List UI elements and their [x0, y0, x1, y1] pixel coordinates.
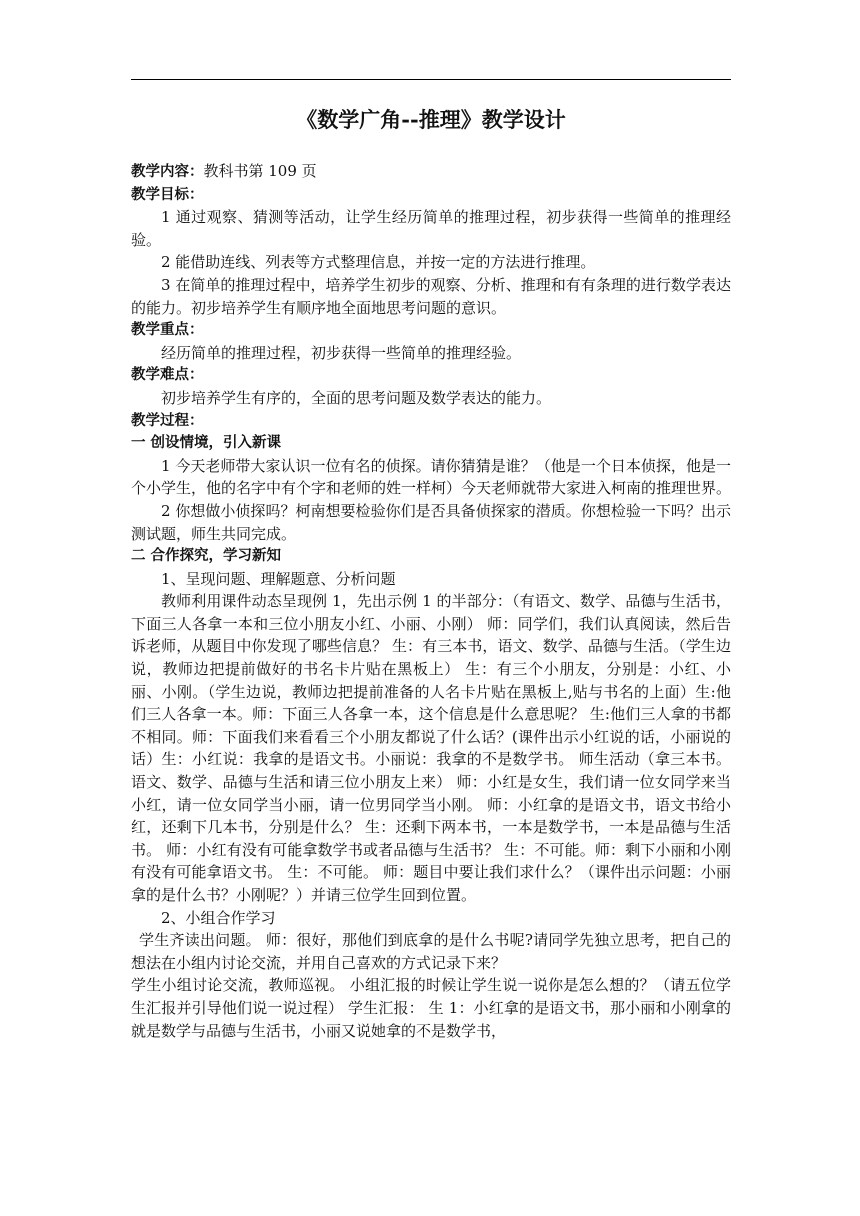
section1-para: 2 你想做小侦探吗？柯南想要检验你们是否具备侦探家的潜质。你想检验一下吗？出示测试题，师生共同完成。	[131, 501, 731, 543]
content-value: 教科书第 109 页	[203, 162, 317, 180]
goals-label: 教学目标：	[131, 186, 204, 203]
section1-para: 1 今天老师带大家认识一位有名的侦探。请你猜猜是谁？（他是一个日本侦探，他是一个小学生，他的名字中有个字和老师的姓一样柯）今天老师就带大家进入柯南的推理世界。	[131, 456, 732, 498]
content-line	[131, 160, 731, 184]
document-body	[131, 160, 731, 1042]
content-label: 教学内容：	[131, 164, 204, 180]
key-text: 经历简单的推理过程，初步获得一些简单的推理经验。	[161, 343, 522, 362]
sub2-heading: 2、小组合作学习	[161, 908, 276, 927]
goal-item: 2 能借助连线、列表等方式整理信息，并按一定的方法进行推理。	[161, 253, 596, 272]
sub1-heading: 1、呈现问题、理解题意、分析问题	[161, 569, 396, 588]
header-rule	[131, 79, 731, 80]
difficulty-label: 教学难点：	[131, 367, 204, 384]
sub2-para: 学生齐读出问题。 师：很好，那他们到底拿的是什么书呢?请同学先独立思考，把自己的想法在小组内讨论交流，并用自己喜欢的方式记录下来？	[131, 931, 731, 972]
process-label: 教学过程：	[131, 412, 204, 429]
key-label: 教学重点：	[131, 322, 204, 339]
document-title: 《数学广角--推理》教学设计	[296, 107, 566, 132]
goal-item: 3 在简单的推理过程中，培养学生初步的观察、分析、推理和有有条理的进行数学表达的能力。初步培养学生有顺序地全面地思考问题的意识。	[131, 275, 731, 317]
sub1-para: 教师利用课件动态呈现例 1，先出示例 1 的半部分：（有语文、数学、品德与生活书，下面三人各拿一本和三位小朋友小红、小丽、小刚） 师：同学们，我们认真阅读，然后告诉老师，从题目中你发现了哪些信息？ 生：有三本书，语文、数学、品德与生活。（学生边说，教师边把提前做好的书名卡片贴在黑板上） 生：有三个小朋友，分别是：小红、小丽、小刚。（学生边说，教师边把提前准备的人名卡片贴在黑板上,贴与书名的上面）生:他们三人各拿一本。师：下面三人各拿一本，这个信息是什么意思呢？ 生:他们三人拿的书都不相同。师：下面我们来看看三个小朋友都说了什么话？(课件出示小红说的话，小丽说的话）生：小红说：我拿的是语文书。小丽说：我拿的不是数学书。 师生活动（拿三本书。语文、数学、品德与生活和请三位小朋友上来） 师：小红是女生，我们请一位女同学来当小红，请一位女同学当小丽，请一位男同学当小刚。 师：小红拿的是语文书，语文书给小红，还剩下几本书，分别是什么？ 生：还剩下两本书，一本是数学书，一本是品德与生活书。 师：小红有没有可能拿数学书或者品德与生活书？ 生：不可能。师：剩下小丽和小刚有没有可能拿语文书。 生：不可能。 师：题目中要让我们求什么？（课件出示问题：小丽拿的是什么书？小刚呢？）并请三位学生回到位置。	[131, 592, 731, 904]
section2-heading: 二 合作探究，学习新知	[131, 548, 282, 565]
goal-item: 1 通过观察、猜测等活动，让学生经历简单的推理过程，初步获得一些简单的推理经验。	[131, 208, 731, 249]
section1-heading: 一 创设情境，引入新课	[131, 435, 282, 452]
sub2-para: 学生小组讨论交流，教师巡视。 小组汇报的时候让学生说一说你是怎么想的？（请五位学生汇报并引导他们说一说过程） 学生汇报： 生 1：小红拿的是语文书，那小丽和小刚拿的 就是数学与品德与生活书，小丽又说她拿的不是数学书，	[131, 976, 731, 1040]
difficulty-text: 初步培养学生有序的，全面的思考问题及数学表达的能力。	[161, 388, 552, 407]
